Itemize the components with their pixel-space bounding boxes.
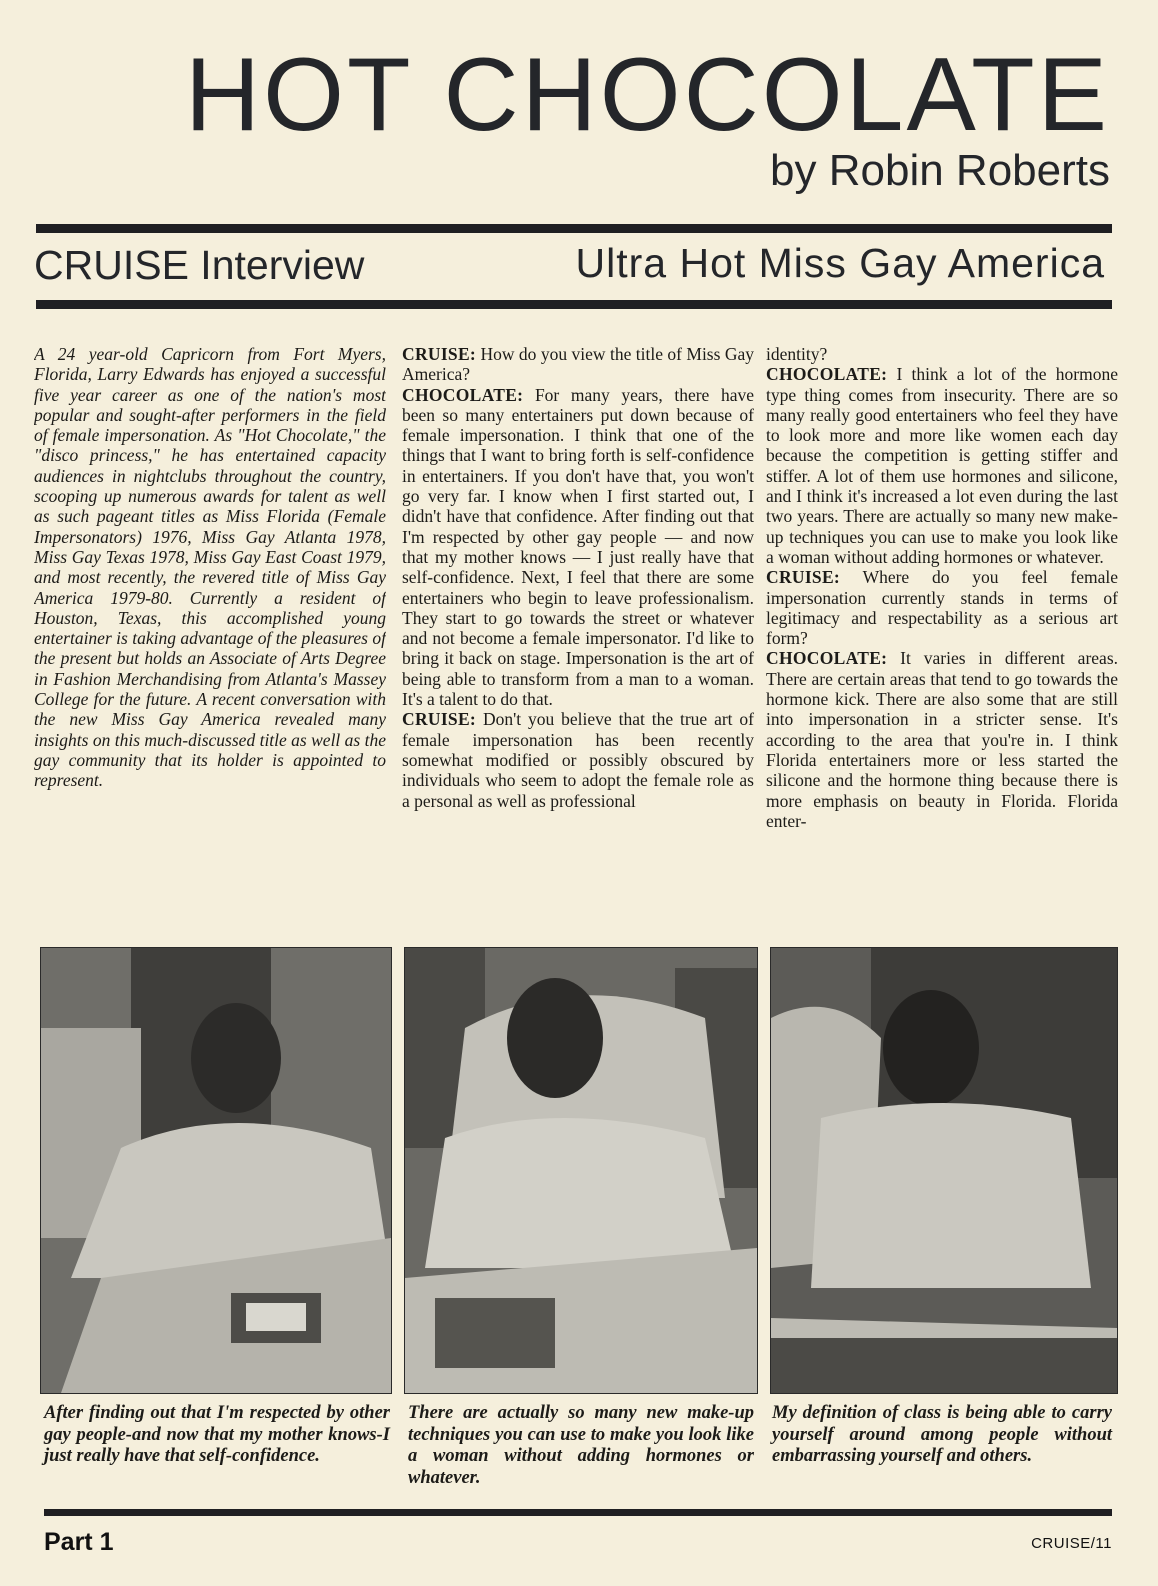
qa-text: Don't you believe that the true art of female impersonation has been recently somewhat modified or possibly obscured by individuals who seem to adopt the female role as a personal as well as professional	[402, 709, 754, 811]
qa-paragraph	[766, 344, 1118, 364]
qa-text: identity?	[766, 344, 828, 364]
speaker-label: CRUISE:	[402, 709, 477, 730]
bottom-rule	[36, 300, 1112, 309]
speaker-label: CHOCOLATE:	[766, 364, 888, 385]
qa-text: I think a lot of the hormone type thing comes from insecurity. There are so many really good entertainers who feel they have to look more and more like women each day because the competition is getting stiffer and stiffer. A lot of them use hormones and silicone, and I think it's increased a lot even during the last two years. There are actually so many new make-up techniques you can use to make you look like a woman without adding hormones or whatever.	[766, 364, 1118, 567]
photo-caption: There are actually so many new make-up techniques you can use to make you look like a woman without adding hormones or whatever.	[408, 1403, 754, 1488]
intro-paragraph: A 24 year-old Capricorn from Fort Myers, Florida, Larry Edwards has enjoyed a successful five year career as one of the nation's most popular and sought-after performers in the field of female impersonation. As "Hot Chocolate," the "disco princess," he has entertained capacity audiences in nightclubs throughout the country, scooping up numerous awards for talent as well as such pageant titles as Miss Florida (Female Impersonators) 1976, Miss Gay Atlanta 1978, Miss Gay Texas 1978, Miss Gay East Coast 1979, and most recently, the revered title of Miss Gay America 1979-80. Currently a resident of Houston, Texas, this accomplished young entertainer is taking advantage of the pleasures of the present but holds an Associate of Arts Degree in Fashion Merchandising from Atlanta's Massey College for the future. A recent conversation with the new Miss Gay America revealed many insights on this much-discussed title as well as the gay community that its holder is appointed to represent.	[34, 344, 386, 791]
qa-paragraph	[402, 385, 754, 710]
interview-column-2	[402, 344, 754, 936]
page-number: CRUISE/11	[1031, 1535, 1112, 1552]
speaker-label: CHOCOLATE:	[766, 648, 888, 669]
section-subtitle: Ultra Hot Miss Gay America	[575, 240, 1105, 286]
part-label: Part 1	[44, 1528, 114, 1556]
qa-text: For many years, there have been so many entertainers put down because of female impersonation. I think that one of the things that I want to bring forth is self-confidence in entertainers. If you don't have that, you won't go very far. I know when I first started out, I didn't have that confidence. After finding out that I'm respected by other gay people — and now that my mother knows — I just really have that self-confidence. Next, I feel that there are some entertainers who begin to leave professionalism. They start to go towards the street or whatever and not become a female impersonator. I'd like to bring it back on stage. Impersonation is the art of being able to transform from a man to a woman. It's a talent to do that.	[402, 384, 754, 710]
qa-paragraph	[766, 567, 1118, 648]
photo-caption: After finding out that I'm respected by other gay people-and now that my mother knows-I just really have that self-confidence.	[44, 1403, 390, 1466]
qa-paragraph	[766, 648, 1118, 831]
qa-text: Where do you feel female impersonation currently stands in terms of legitimacy and respectability as a serious art form?	[766, 567, 1118, 649]
section-label: CRUISE Interview	[34, 242, 365, 288]
qa-paragraph	[766, 364, 1118, 567]
photo-caption: My definition of class is being able to carry yourself around among people without embarrassing yourself and others.	[772, 1403, 1112, 1466]
top-rule	[36, 224, 1112, 233]
qa-paragraph	[402, 709, 754, 810]
intro-column	[34, 344, 386, 936]
footer-rule	[44, 1509, 1112, 1516]
qa-text: How do you view the title of Miss Gay America?	[402, 344, 754, 385]
byline: by Robin Roberts	[770, 146, 1110, 195]
interview-photo-2	[404, 947, 758, 1394]
qa-text: It varies in different areas. There are certain areas that tend to go towards the hormone kick. There are also some that are still into impersonation in a stricter sense. It's according to the area that you're in. I think Florida entertainers more or less started the silicone and the hormone thing because there is more emphasis on beauty in Florida. Florida enter-	[766, 648, 1118, 831]
interview-column-3	[766, 344, 1118, 936]
speaker-label: CRUISE:	[766, 567, 841, 588]
qa-paragraph	[402, 344, 754, 385]
interview-photo-1	[40, 947, 392, 1394]
article-title: HOT CHOCOLATE	[184, 37, 1110, 153]
speaker-label: CRUISE:	[402, 344, 477, 364]
interview-photo-3	[770, 947, 1118, 1394]
speaker-label: CHOCOLATE:	[402, 384, 524, 405]
